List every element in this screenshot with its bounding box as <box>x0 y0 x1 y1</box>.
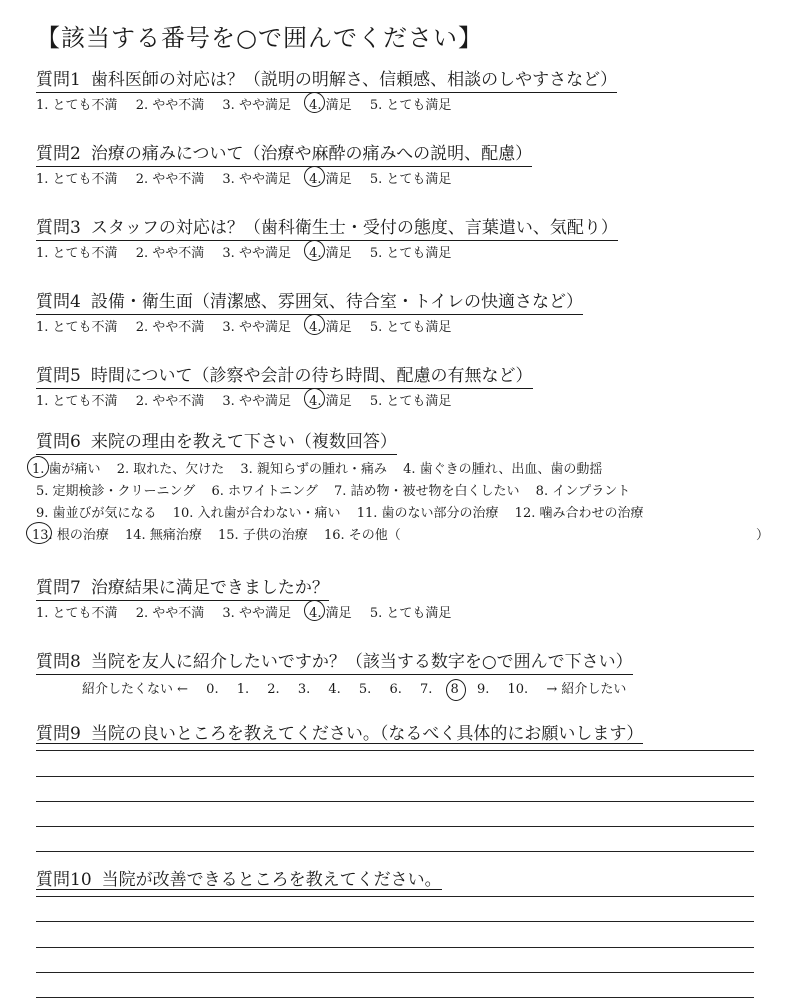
option-3[interactable]: 3. やや満足 <box>222 320 291 335</box>
question-4-heading <box>36 292 583 315</box>
option-2[interactable]: 2. やや不満 <box>135 394 205 409</box>
question-text: 治療の痛みについて（治療や麻酔の痛みへの説明、配慮） <box>90 144 533 164</box>
answer-line[interactable] <box>36 801 754 802</box>
question-text: 時間について（診察や会計の待ち時間、配慮の有無など） <box>90 366 533 386</box>
option-3[interactable]: 3. やや満足 <box>222 98 291 113</box>
question-text: 当院が改善できるところを教えてください。 <box>101 870 442 890</box>
option-4-selected[interactable]: 4. 満足 <box>309 169 352 191</box>
option-5[interactable]: 5. とても満足 <box>369 606 452 621</box>
scale-1[interactable]: 1. <box>236 682 250 697</box>
question-9-heading <box>36 724 643 744</box>
question-number: 質問1 <box>36 70 81 90</box>
option-3[interactable]: 3. やや満足 <box>222 394 291 409</box>
scale-8-selected[interactable]: 8 <box>450 682 459 697</box>
scale-0[interactable]: 0. <box>206 682 219 697</box>
option-5[interactable]: 5. とても満足 <box>369 246 452 261</box>
reason-row-3 <box>36 503 656 525</box>
option-2[interactable]: 2. やや不満 <box>135 246 205 261</box>
question-number: 質問8 <box>36 652 81 672</box>
option-4-selected[interactable]: 4. 満足 <box>309 391 352 413</box>
option-4-selected[interactable]: 4. 満足 <box>309 243 352 265</box>
rating-options <box>36 243 618 265</box>
scale-7[interactable]: 7. <box>420 682 433 697</box>
scale-6[interactable]: 6. <box>389 682 402 697</box>
option-3[interactable]: 3. やや満足 <box>222 172 291 187</box>
rating-options <box>36 603 465 625</box>
reason-row-1 <box>32 459 656 481</box>
question-8-heading <box>36 652 633 675</box>
question-10 <box>36 870 442 890</box>
option-5[interactable]: 5. とても満足 <box>369 394 452 409</box>
option-1[interactable]: 1. とても不満 <box>36 246 118 261</box>
scale-9[interactable]: 9. <box>476 682 490 697</box>
rating-options <box>36 391 533 413</box>
question-number: 質問9 <box>36 724 81 744</box>
option-4-selected[interactable]: 4. 満足 <box>309 95 352 117</box>
question-text: 設備・衛生面（清潔感、雰囲気、待合室・トイレの快適さなど） <box>90 292 583 312</box>
reason-row-2 <box>36 481 656 503</box>
scale-left-label: 紹介したくない ← <box>82 682 189 697</box>
scale-5[interactable]: 5. <box>358 682 372 697</box>
question-number: 質問10 <box>36 870 92 890</box>
other-close-paren: ） <box>756 528 770 543</box>
question-number: 質問4 <box>36 292 81 312</box>
question-number: 質問2 <box>36 144 81 164</box>
rating-options <box>36 317 583 339</box>
answer-line[interactable] <box>36 896 754 897</box>
rating-options <box>36 95 617 117</box>
option-2[interactable]: 2. やや不満 <box>135 320 205 335</box>
reason-10[interactable]: 10. 入れ歯が合わない・痛い <box>172 506 341 521</box>
question-3-heading <box>36 218 618 241</box>
rating-options <box>36 169 532 191</box>
question-2-heading <box>36 144 532 167</box>
question-text: 当院を友人に紹介したいですか？（該当する数字を○で囲んで下さい） <box>90 652 633 672</box>
reason-row-4 <box>32 525 770 547</box>
question-text: 当院の良いところを教えてください。（なるべく具体的にお願いします） <box>90 724 644 744</box>
reason-15[interactable]: 15. 子供の治療 <box>217 528 308 543</box>
answer-line[interactable] <box>36 972 754 973</box>
question-text: スタッフの対応は？（歯科衛生士・受付の態度、言葉遣い、気配り） <box>90 218 618 238</box>
answer-line[interactable] <box>36 826 754 827</box>
scale-10[interactable]: 10. <box>507 682 529 697</box>
scale-2[interactable]: 2. <box>267 682 280 697</box>
option-5[interactable]: 5. とても満足 <box>369 320 452 335</box>
form-title: 【該当する番号を○で囲んでください】 <box>36 24 483 52</box>
question-6 <box>32 432 770 547</box>
question-number: 質問5 <box>36 366 81 386</box>
reason-2[interactable]: 2. 取れた、欠けた <box>116 462 225 477</box>
option-3[interactable]: 3. やや満足 <box>222 606 291 621</box>
answer-line[interactable] <box>36 921 754 922</box>
scale-right-label: → 紹介したい <box>546 682 627 697</box>
question-3 <box>36 218 618 265</box>
question-5-heading <box>36 366 533 389</box>
reason-6[interactable]: 6. ホワイトニング <box>211 484 318 499</box>
question-text: 歯科医師の対応は？（説明の明解さ、信頼感、相談のしやすさなど） <box>90 70 618 90</box>
reason-13-selected[interactable]: 13. 根の治療 <box>32 525 109 547</box>
option-1[interactable]: 1. とても不満 <box>36 320 118 335</box>
option-2[interactable]: 2. やや不満 <box>135 172 205 187</box>
recommend-scale <box>82 679 640 701</box>
option-2[interactable]: 2. やや不満 <box>135 98 205 113</box>
question-number: 質問3 <box>36 218 81 238</box>
option-5[interactable]: 5. とても満足 <box>369 98 452 113</box>
question-1-heading <box>36 70 617 93</box>
scale-3[interactable]: 3. <box>297 682 311 697</box>
reason-7[interactable]: 7. 詰め物・被せ物を白くしたい <box>333 484 520 499</box>
question-7 <box>36 578 465 625</box>
question-9 <box>36 724 643 744</box>
option-1[interactable]: 1. とても不満 <box>36 394 118 409</box>
answer-line[interactable] <box>36 776 754 777</box>
reason-16[interactable]: 16. その他（ <box>323 528 401 543</box>
answer-line[interactable] <box>36 947 754 948</box>
answer-line[interactable] <box>36 851 754 852</box>
question-8 <box>36 652 640 701</box>
reason-12[interactable]: 12. 噛み合わせの治療 <box>514 506 644 521</box>
option-1[interactable]: 1. とても不満 <box>36 606 118 621</box>
question-number: 質問6 <box>36 432 81 452</box>
option-4-selected[interactable]: 4. 満足 <box>309 603 352 625</box>
reason-4[interactable]: 4. 歯ぐきの腫れ、出血、歯の動揺 <box>403 462 603 477</box>
answer-line[interactable] <box>36 997 754 998</box>
option-5[interactable]: 5. とても満足 <box>369 172 452 187</box>
question-10-heading <box>36 870 442 890</box>
scale-4[interactable]: 4. <box>328 682 341 697</box>
option-3[interactable]: 3. やや満足 <box>222 246 291 261</box>
reason-11[interactable]: 11. 歯のない部分の治療 <box>356 506 499 521</box>
question-7-heading <box>36 578 329 601</box>
question-4 <box>36 292 583 339</box>
option-1[interactable]: 1. とても不満 <box>36 172 118 187</box>
question-6-heading <box>36 432 397 455</box>
option-4-selected[interactable]: 4. 満足 <box>309 317 352 339</box>
option-2[interactable]: 2. やや不満 <box>135 606 205 621</box>
question-1 <box>36 70 617 117</box>
question-number: 質問7 <box>36 578 81 598</box>
reason-1-selected[interactable]: 1. 歯が痛い <box>32 459 101 481</box>
question-text: 治療結果に満足できましたか？ <box>90 578 329 598</box>
reason-9[interactable]: 9. 歯並びが気になる <box>36 506 157 521</box>
answer-line[interactable] <box>36 750 754 751</box>
reason-8[interactable]: 8. インプラント <box>535 484 631 499</box>
question-5 <box>36 366 533 413</box>
reason-3[interactable]: 3. 親知らずの腫れ・痛み <box>240 462 387 477</box>
question-2 <box>36 144 532 191</box>
option-1[interactable]: 1. とても不満 <box>36 98 118 113</box>
reason-14[interactable]: 14. 無痛治療 <box>124 528 202 543</box>
reason-5[interactable]: 5. 定期検診・クリーニング <box>36 484 196 499</box>
question-text: 来院の理由を教えて下さい（複数回答） <box>90 432 397 452</box>
